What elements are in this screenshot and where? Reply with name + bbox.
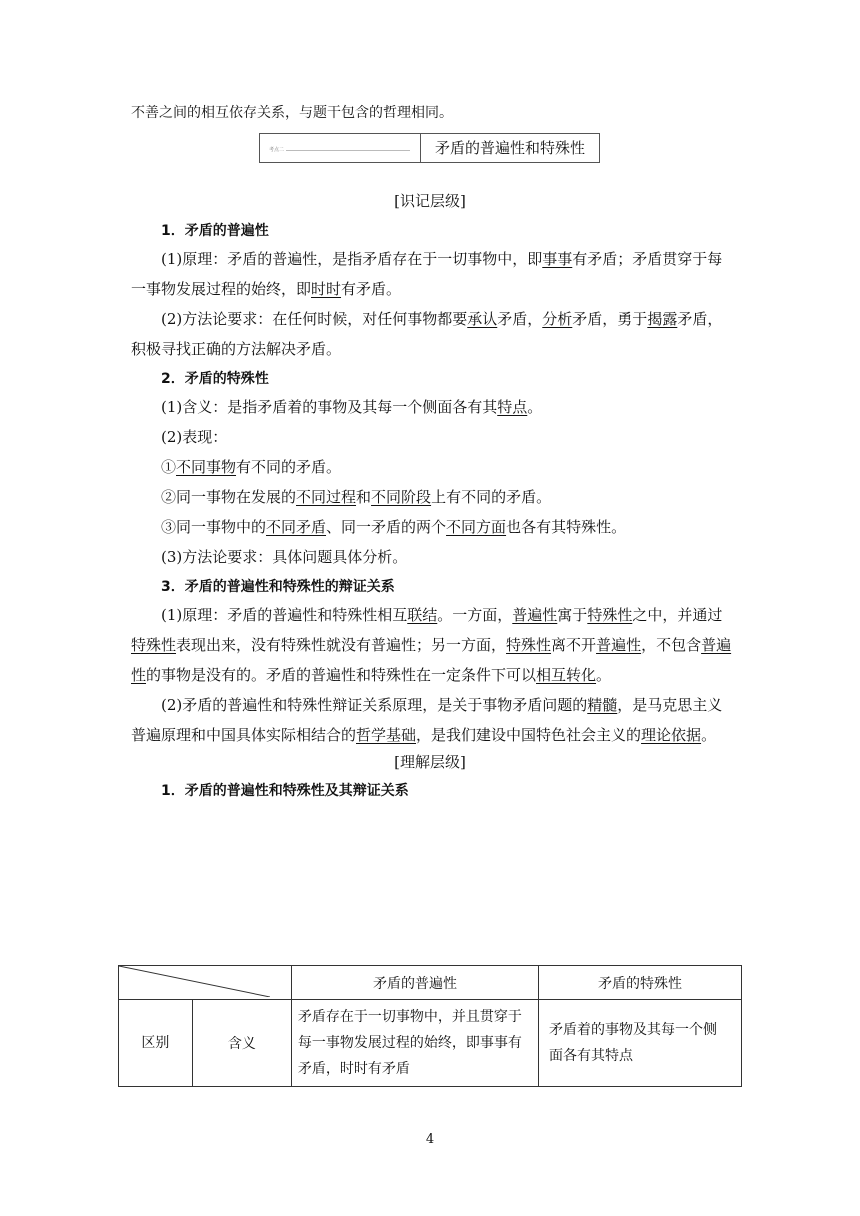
- text: 。一方面，: [437, 606, 513, 624]
- text: 矛盾，: [677, 310, 723, 328]
- text: 。: [701, 726, 717, 744]
- diagonal-header-cell: [119, 966, 292, 1000]
- row-group-label: 区别: [119, 1000, 193, 1087]
- underlined-term: 不同事物: [176, 458, 237, 476]
- section1-title: 1．矛盾的普遍性: [161, 223, 269, 239]
- s3-p2-line1: [161, 695, 722, 715]
- cell-universality-definition: 矛盾存在于一切事物中，并且贯穿于每一事物发展过程的始终，即事事有矛盾，时时有矛盾: [291, 1000, 538, 1087]
- text: 矛盾，: [497, 310, 543, 328]
- level-label-memorize: [识记层级]: [394, 192, 466, 210]
- text: (1)含义：是指矛盾着的事物及其每一个侧面各有其: [161, 398, 498, 416]
- underlined-term: 理论依据: [641, 726, 702, 744]
- s2-item1: [161, 457, 341, 477]
- underlined-term: 不同过程: [296, 488, 357, 506]
- column-header-universality: 矛盾的普遍性: [291, 966, 538, 1000]
- s1-p2-line2: 积极寻找正确的方法解决矛盾。: [131, 340, 342, 358]
- underlined-term: 普遍: [701, 636, 732, 654]
- s3-p1-line1: [161, 605, 722, 625]
- s2-item3: [161, 517, 626, 537]
- s3-p1-line2: [131, 635, 731, 655]
- text: (1)原理：矛盾的普遍性，是指矛盾存在于一切事物中，即: [161, 250, 543, 268]
- s1-p1-line2: [131, 279, 401, 299]
- text: 有不同的矛盾。: [236, 458, 342, 476]
- text: 也各有其特殊性。: [506, 518, 627, 536]
- header-box-rule: [286, 150, 410, 151]
- comparison-table: [118, 965, 742, 1087]
- underlined-term: 不同方面: [446, 518, 507, 536]
- underlined-term: 不同阶段: [371, 488, 432, 506]
- text: 矛盾，勇于: [572, 310, 648, 328]
- text: 。: [527, 398, 543, 416]
- text: (2)矛盾的普遍性和特殊性辩证关系原理，是关于事物矛盾问题的: [161, 696, 588, 714]
- underlined-term: 普遍性: [596, 636, 642, 654]
- underlined-term: 联结: [407, 606, 438, 624]
- s1-p1-line1: [161, 249, 722, 269]
- row-label: 含义: [192, 1000, 291, 1087]
- text: ，不包含: [641, 636, 702, 654]
- page-number: 4: [425, 1132, 435, 1147]
- text: 离不开: [551, 636, 597, 654]
- table-header-row: [119, 966, 742, 1000]
- text: 有矛盾；矛盾贯穿于每: [572, 250, 723, 268]
- text: ，是马克思主义: [617, 696, 723, 714]
- section2-title: 2．矛盾的特殊性: [161, 371, 269, 387]
- level-label-understand: [理解层级]: [394, 753, 466, 771]
- header-box-title: 矛盾的普遍性和特殊性: [434, 139, 585, 157]
- table-row: [119, 1000, 742, 1087]
- text: 普遍原理和中国具体实际相结合的: [131, 726, 357, 744]
- section-header-box: [259, 133, 600, 163]
- underlined-term: 分析: [542, 310, 573, 328]
- underlined-term: 特殊性: [131, 636, 177, 654]
- text: ③同一事物中的: [161, 518, 267, 536]
- text: ，是我们建设中国特色社会主义的: [416, 726, 642, 744]
- underlined-term: 特点: [497, 398, 528, 416]
- underlined-term: 事事: [542, 250, 573, 268]
- text: 。: [596, 666, 612, 684]
- underlined-term: 哲学基础: [356, 726, 417, 744]
- s2-p3: (3)方法论要求：具体问题具体分析。: [161, 548, 408, 566]
- underlined-term: 性: [131, 666, 147, 684]
- top-line: 不善之间的相互依存关系，与题干包含的哲理相同。: [131, 105, 453, 121]
- text: (2)方法论要求：在任何时候，对任何事物都要: [161, 310, 468, 328]
- underlined-term: 揭露: [647, 310, 678, 328]
- text: 有矛盾。: [341, 280, 402, 298]
- underlined-term: 精髓: [587, 696, 618, 714]
- text: 一事物发展过程的始终，即: [131, 280, 312, 298]
- underlined-term: 时时: [311, 280, 342, 298]
- section3-title: 3．矛盾的普遍性和特殊性的辩证关系: [161, 579, 395, 595]
- s2-item2: [161, 487, 551, 507]
- s2-p2: (2)表现：: [161, 428, 228, 446]
- section4-title: 1．矛盾的普遍性和特殊性及其辩证关系: [161, 783, 409, 799]
- underlined-term: 不同矛盾: [266, 518, 327, 536]
- text: 之中，并通过: [632, 606, 723, 624]
- text: 、同一矛盾的两个: [326, 518, 447, 536]
- underlined-term: 特殊性: [587, 606, 633, 624]
- s3-p1-line3: [131, 665, 611, 685]
- text: ①: [161, 458, 177, 476]
- underlined-term: 普遍性: [512, 606, 558, 624]
- s1-p2-line1: [161, 309, 722, 329]
- cell-particularity-definition: 矛盾着的事物及其每一个侧面各有其特点: [539, 1000, 742, 1087]
- text: (1)原理：矛盾的普遍性和特殊性相互: [161, 606, 408, 624]
- text: 表现出来，没有特殊性就没有普遍性；另一方面，: [176, 636, 507, 654]
- s2-p1: [161, 397, 542, 417]
- header-box-left: [260, 134, 421, 162]
- text: 上有不同的矛盾。: [431, 488, 552, 506]
- text: ②同一事物在发展的: [161, 488, 297, 506]
- underlined-term: 特殊性: [506, 636, 552, 654]
- text: 的事物是没有的。矛盾的普遍性和特殊性在一定条件下可以: [146, 666, 537, 684]
- underlined-term: 相互转化: [536, 666, 597, 684]
- underlined-term: 承认: [467, 310, 498, 328]
- text: 寓于: [557, 606, 588, 624]
- column-header-particularity: 矛盾的特殊性: [539, 966, 742, 1000]
- text: 和: [356, 488, 372, 506]
- s3-p2-line2: [131, 725, 716, 745]
- diagonal-line: [119, 966, 270, 997]
- header-box-tiny-label: 考点二: [269, 147, 285, 153]
